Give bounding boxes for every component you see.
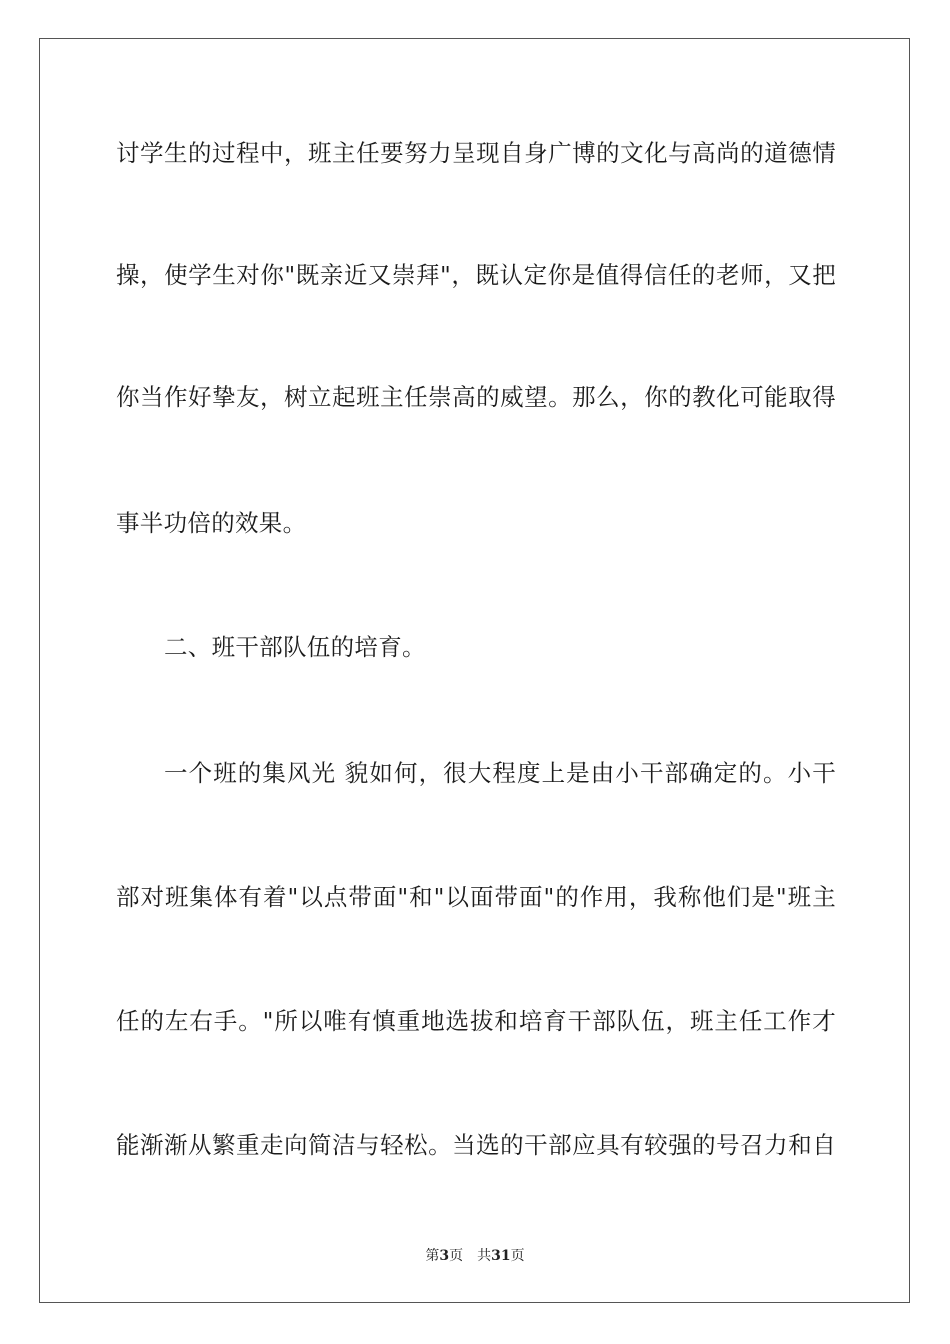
paragraph-line: 部对班集体有着"以点带面"和"以面带面"的作用，我称他们是"班主 xyxy=(116,883,836,911)
paragraph-line: 任的左右手。"所以唯有慎重地选拔和培育干部队伍，班主任工作才 xyxy=(116,1007,836,1035)
footer-total-suffix: 页 xyxy=(510,1248,525,1264)
paragraph-line: 事半功倍的效果。 xyxy=(116,509,307,537)
section-heading: 二、班干部队伍的培育。 xyxy=(164,633,426,661)
footer-total-prefix: 共 xyxy=(477,1248,492,1264)
page-footer xyxy=(0,1247,950,1265)
paragraph-line: 你当作好挚友，树立起班主任崇高的威望。那么，你的教化可能取得 xyxy=(116,383,836,411)
footer-page-suffix: 页 xyxy=(449,1248,464,1264)
footer-page-number: 3 xyxy=(439,1248,450,1264)
footer-page-prefix: 第 xyxy=(425,1248,440,1264)
paragraph-line: 一个班的集风光 貌如何，很大程度上是由小干部确定的。小干 xyxy=(164,759,836,787)
paragraph-line: 操，使学生对你"既亲近又崇拜"，既认定你是值得信任的老师，又把 xyxy=(116,261,836,289)
page-border xyxy=(39,38,910,1303)
paragraph-line: 讨学生的过程中，班主任要努力呈现自身广博的文化与高尚的道德情 xyxy=(116,139,836,167)
paragraph-line: 能渐渐从繁重走向简洁与轻松。当选的干部应具有较强的号召力和自 xyxy=(116,1131,836,1159)
footer-total-pages: 31 xyxy=(491,1248,511,1264)
